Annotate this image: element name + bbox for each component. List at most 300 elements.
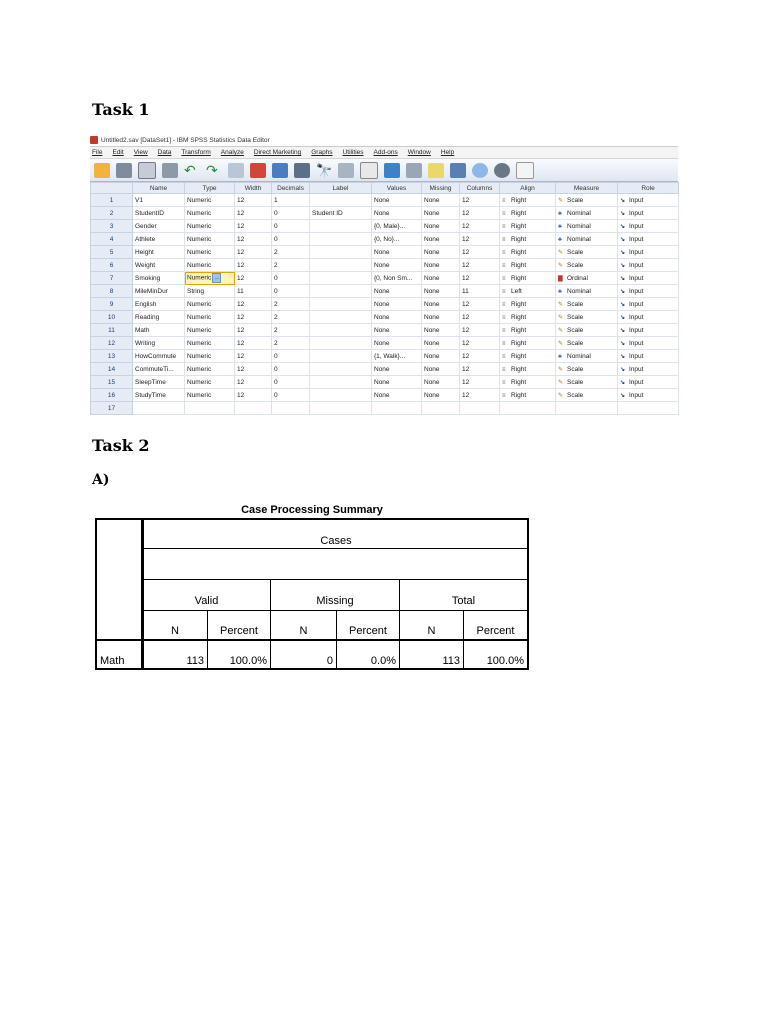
variable-row[interactable] xyxy=(91,389,679,402)
variable-values-cell[interactable] xyxy=(372,285,422,298)
variable-type-cell[interactable] xyxy=(185,298,235,311)
variable-columns-cell[interactable] xyxy=(460,298,500,311)
variable-name-cell[interactable] xyxy=(133,389,185,402)
variable-align-cell[interactable] xyxy=(500,389,556,402)
variable-width-cell[interactable] xyxy=(235,298,272,311)
variable-row[interactable] xyxy=(91,259,679,272)
variable-label-cell[interactable] xyxy=(310,324,372,337)
variable-label-cell[interactable] xyxy=(310,246,372,259)
variable-label-cell[interactable] xyxy=(310,389,372,402)
variable-align-cell[interactable] xyxy=(500,233,556,246)
variable-row[interactable] xyxy=(91,194,679,207)
variable-measure-cell[interactable] xyxy=(556,376,618,389)
variable-label-cell[interactable] xyxy=(310,402,372,415)
variable-columns-cell[interactable] xyxy=(460,194,500,207)
variable-label-cell[interactable] xyxy=(310,233,372,246)
variable-role-text: Input xyxy=(629,326,644,334)
variable-align-cell[interactable] xyxy=(500,298,556,311)
variable-decimals-cell[interactable] xyxy=(272,272,310,285)
variable-role-cell[interactable] xyxy=(618,272,679,285)
variable-row[interactable] xyxy=(91,207,679,220)
row-number[interactable]: 3 xyxy=(91,220,133,233)
variable-role-cell[interactable] xyxy=(618,389,679,402)
variable-row[interactable] xyxy=(91,337,679,350)
menu-item-add-ons[interactable]: Add-ons xyxy=(373,149,398,156)
variable-missing-cell[interactable] xyxy=(422,350,460,363)
variable-decimals-cell[interactable] xyxy=(272,207,310,220)
variable-row[interactable] xyxy=(91,246,679,259)
open-file-icon[interactable] xyxy=(94,163,110,178)
variable-align-cell[interactable] xyxy=(500,220,556,233)
column-header-width[interactable]: Width xyxy=(235,183,272,194)
variable-type-text: Numeric xyxy=(187,196,212,204)
insert-cases-icon[interactable] xyxy=(338,163,354,178)
variable-type-cell[interactable] xyxy=(185,220,235,233)
variable-label-cell[interactable] xyxy=(310,311,372,324)
variable-values-cell[interactable] xyxy=(372,233,422,246)
variable-missing-text: None xyxy=(424,352,440,360)
variable-measure-cell[interactable] xyxy=(556,220,618,233)
variable-type-cell[interactable] xyxy=(185,324,235,337)
variable-width-cell[interactable] xyxy=(235,363,272,376)
variable-columns-cell[interactable] xyxy=(460,259,500,272)
variable-values-cell[interactable] xyxy=(372,259,422,272)
variable-type-cell[interactable] xyxy=(185,246,235,259)
variable-values-cell[interactable] xyxy=(372,402,422,415)
variable-measure-cell[interactable] xyxy=(556,311,618,324)
row-number[interactable]: 11 xyxy=(91,324,133,337)
variable-label-text: Student ID xyxy=(312,209,343,217)
variable-decimals-cell[interactable] xyxy=(272,220,310,233)
variable-label-cell[interactable] xyxy=(310,207,372,220)
variable-role-cell[interactable] xyxy=(618,246,679,259)
variable-width-cell[interactable] xyxy=(235,207,272,220)
variable-name-cell[interactable] xyxy=(133,272,185,285)
variable-align-cell[interactable] xyxy=(500,259,556,272)
variable-name-cell[interactable] xyxy=(133,350,185,363)
case-summary-table xyxy=(95,518,529,670)
variable-decimals-text: 2 xyxy=(274,339,278,347)
row-number[interactable]: 8 xyxy=(91,285,133,298)
row-number[interactable]: 13 xyxy=(91,350,133,363)
variable-width-cell[interactable] xyxy=(235,194,272,207)
column-header-values[interactable]: Values xyxy=(372,183,422,194)
menu-item-data[interactable]: Data xyxy=(157,149,172,156)
variable-name-cell[interactable] xyxy=(133,246,185,259)
dialog-recall-icon[interactable] xyxy=(162,163,178,178)
variable-align-cell[interactable] xyxy=(500,194,556,207)
variable-missing-cell[interactable] xyxy=(422,324,460,337)
variable-columns-cell[interactable] xyxy=(460,207,500,220)
variable-values-cell[interactable] xyxy=(372,220,422,233)
variable-width-cell[interactable] xyxy=(235,389,272,402)
variable-missing-cell[interactable] xyxy=(422,272,460,285)
table-border xyxy=(95,518,529,520)
variable-measure-text: Scale xyxy=(567,391,584,399)
variable-values-cell[interactable] xyxy=(372,363,422,376)
insert-variable-icon[interactable] xyxy=(360,162,378,179)
variable-type-cell[interactable] xyxy=(185,311,235,324)
menu-item-edit[interactable]: Edit xyxy=(112,149,124,156)
variable-label-cell[interactable] xyxy=(310,363,372,376)
variable-role-cell[interactable] xyxy=(618,194,679,207)
variable-decimals-cell[interactable] xyxy=(272,389,310,402)
variable-name-cell[interactable] xyxy=(133,207,185,220)
variable-values-cell[interactable] xyxy=(372,207,422,220)
variable-row[interactable] xyxy=(91,298,679,311)
column-header-decimals[interactable]: Decimals xyxy=(272,183,310,194)
variable-measure-cell[interactable] xyxy=(556,389,618,402)
variable-columns-cell[interactable] xyxy=(460,337,500,350)
variable-measure-cell[interactable] xyxy=(556,402,618,415)
variable-name-cell[interactable] xyxy=(133,220,185,233)
menu-item-utilities[interactable]: Utilities xyxy=(342,149,364,156)
variable-columns-text: 12 xyxy=(462,209,470,217)
variable-width-cell[interactable] xyxy=(235,285,272,298)
variable-view-grid xyxy=(90,182,679,415)
variable-type-cell[interactable] xyxy=(185,285,235,298)
variable-align-cell[interactable] xyxy=(500,324,556,337)
column-header-type[interactable]: Type xyxy=(185,183,235,194)
goto-variable-icon[interactable] xyxy=(250,163,266,178)
row-number[interactable]: 6 xyxy=(91,259,133,272)
variable-values-cell[interactable] xyxy=(372,350,422,363)
variable-role-cell[interactable] xyxy=(618,350,679,363)
variable-columns-cell[interactable] xyxy=(460,402,500,415)
variable-type-cell[interactable] xyxy=(185,350,235,363)
variable-type-cell[interactable] xyxy=(185,402,235,415)
variable-measure-cell[interactable] xyxy=(556,194,618,207)
variable-missing-cell[interactable] xyxy=(422,220,460,233)
row-number[interactable]: 1 xyxy=(91,194,133,207)
variable-name-text: Athlete xyxy=(135,235,156,243)
variable-label-cell[interactable] xyxy=(310,272,372,285)
variable-decimals-cell[interactable] xyxy=(272,246,310,259)
show-all-variables-icon[interactable] xyxy=(494,163,510,178)
variable-width-cell[interactable] xyxy=(235,324,272,337)
variable-values-cell[interactable] xyxy=(372,298,422,311)
variable-name-cell[interactable] xyxy=(133,363,185,376)
variable-width-cell[interactable] xyxy=(235,376,272,389)
variable-missing-cell[interactable] xyxy=(422,246,460,259)
print-icon[interactable] xyxy=(138,162,156,179)
variable-width-cell[interactable] xyxy=(235,246,272,259)
variable-role-cell[interactable] xyxy=(618,402,679,415)
total-percent-value: 100.0% xyxy=(486,655,524,667)
variable-width-text: 12 xyxy=(237,326,245,334)
variable-decimals-cell[interactable] xyxy=(272,324,310,337)
variable-columns-cell[interactable] xyxy=(460,285,500,298)
goto-case-icon[interactable] xyxy=(228,163,244,178)
input-role-icon: ↘ xyxy=(620,366,626,373)
menu-item-graphs[interactable]: Graphs xyxy=(311,149,333,156)
variable-name-cell[interactable] xyxy=(133,285,185,298)
variable-width-cell[interactable] xyxy=(235,272,272,285)
row-number[interactable]: 7 xyxy=(91,272,133,285)
align-right-icon: ≡ xyxy=(502,353,506,360)
variable-missing-text: None xyxy=(424,287,440,295)
variable-decimals-cell[interactable] xyxy=(272,350,310,363)
variable-label-cell[interactable] xyxy=(310,285,372,298)
variable-measure-cell[interactable] xyxy=(556,207,618,220)
variable-measure-cell[interactable] xyxy=(556,272,618,285)
variable-role-cell[interactable] xyxy=(618,324,679,337)
variable-row[interactable] xyxy=(91,363,679,376)
variable-role-cell[interactable] xyxy=(618,298,679,311)
save-icon[interactable] xyxy=(116,163,132,178)
variable-values-cell[interactable] xyxy=(372,246,422,259)
variable-width-cell[interactable] xyxy=(235,311,272,324)
variable-label-cell[interactable] xyxy=(310,194,372,207)
variable-row[interactable] xyxy=(91,324,679,337)
menu-item-analyze[interactable]: Analyze xyxy=(220,149,244,156)
variable-decimals-cell[interactable] xyxy=(272,363,310,376)
variable-align-cell[interactable] xyxy=(500,246,556,259)
variable-row[interactable] xyxy=(91,233,679,246)
variable-measure-cell[interactable] xyxy=(556,324,618,337)
variable-missing-cell[interactable] xyxy=(422,233,460,246)
row-number[interactable]: 5 xyxy=(91,246,133,259)
variable-measure-cell[interactable] xyxy=(556,285,618,298)
value-labels-icon[interactable] xyxy=(450,163,466,178)
input-role-icon: ↘ xyxy=(620,210,626,217)
variable-name-cell[interactable] xyxy=(133,376,185,389)
column-header-missing[interactable]: Missing xyxy=(422,183,460,194)
variable-decimals-cell[interactable] xyxy=(272,233,310,246)
variable-missing-cell[interactable] xyxy=(422,285,460,298)
variable-measure-cell[interactable] xyxy=(556,350,618,363)
variable-name-cell[interactable] xyxy=(133,324,185,337)
variable-role-cell[interactable] xyxy=(618,311,679,324)
variable-values-cell[interactable] xyxy=(372,376,422,389)
variable-values-cell[interactable] xyxy=(372,337,422,350)
variable-label-cell[interactable] xyxy=(310,337,372,350)
row-number[interactable]: 10 xyxy=(91,311,133,324)
variable-label-cell[interactable] xyxy=(310,350,372,363)
variable-columns-cell[interactable] xyxy=(460,220,500,233)
variable-name-cell[interactable] xyxy=(133,233,185,246)
variable-row[interactable] xyxy=(91,220,679,233)
variable-role-cell[interactable] xyxy=(618,363,679,376)
column-header-role[interactable]: Role xyxy=(618,183,679,194)
variable-align-cell[interactable] xyxy=(500,207,556,220)
variable-align-cell[interactable] xyxy=(500,311,556,324)
menu-item-direct-marketing[interactable]: Direct Marketing xyxy=(253,149,302,156)
variable-missing-cell[interactable] xyxy=(422,207,460,220)
variable-name-cell[interactable] xyxy=(133,337,185,350)
variable-name-cell[interactable] xyxy=(133,402,185,415)
variable-decimals-cell[interactable] xyxy=(272,285,310,298)
row-number[interactable]: 15 xyxy=(91,376,133,389)
variable-measure-cell[interactable] xyxy=(556,259,618,272)
variable-align-cell[interactable] xyxy=(500,363,556,376)
variable-type-cell[interactable] xyxy=(185,272,235,285)
variable-columns-cell[interactable] xyxy=(460,324,500,337)
variable-columns-cell[interactable] xyxy=(460,311,500,324)
variable-columns-cell[interactable] xyxy=(460,272,500,285)
variable-name-cell[interactable] xyxy=(133,298,185,311)
variable-decimals-cell[interactable] xyxy=(272,337,310,350)
variable-label-cell[interactable] xyxy=(310,298,372,311)
row-number[interactable]: 14 xyxy=(91,363,133,376)
column-header-measure[interactable]: Measure xyxy=(556,183,618,194)
variable-role-text: Input xyxy=(629,261,644,269)
variable-row[interactable] xyxy=(91,311,679,324)
variable-decimals-cell[interactable] xyxy=(272,259,310,272)
variable-type-cell[interactable] xyxy=(185,389,235,402)
variable-missing-cell[interactable] xyxy=(422,402,460,415)
variable-width-cell[interactable] xyxy=(235,337,272,350)
variable-decimals-cell[interactable] xyxy=(272,376,310,389)
variable-type-text: Numeric xyxy=(187,339,212,347)
variable-type-text: Numeric xyxy=(187,352,212,360)
variable-decimals-cell[interactable] xyxy=(272,194,310,207)
variable-align-cell[interactable] xyxy=(500,285,556,298)
table-border xyxy=(95,518,97,670)
variable-role-cell[interactable] xyxy=(618,220,679,233)
menu-item-file[interactable]: File xyxy=(92,149,103,156)
column-header-columns[interactable]: Columns xyxy=(460,183,500,194)
variable-columns-cell[interactable] xyxy=(460,376,500,389)
type-ellipsis-button[interactable]: ... xyxy=(212,273,221,283)
variable-width-cell[interactable] xyxy=(235,259,272,272)
menu-item-transform[interactable]: Transform xyxy=(181,149,211,156)
align-right-icon: ≡ xyxy=(502,314,506,321)
variable-width-cell[interactable] xyxy=(235,220,272,233)
variable-type-cell[interactable] xyxy=(185,337,235,350)
variable-name-cell[interactable] xyxy=(133,259,185,272)
variable-label-cell[interactable] xyxy=(310,220,372,233)
variable-role-cell[interactable] xyxy=(618,207,679,220)
column-header-label[interactable]: Label xyxy=(310,183,372,194)
variable-type-cell[interactable] xyxy=(185,194,235,207)
row-number[interactable]: 2 xyxy=(91,207,133,220)
variable-missing-cell[interactable] xyxy=(422,389,460,402)
variable-label-cell[interactable] xyxy=(310,259,372,272)
variable-columns-cell[interactable] xyxy=(460,233,500,246)
variable-values-cell[interactable] xyxy=(372,311,422,324)
column-header-name[interactable]: Name xyxy=(133,183,185,194)
variable-align-cell[interactable] xyxy=(500,337,556,350)
variable-name-text: Weight xyxy=(135,261,156,269)
variable-missing-cell[interactable] xyxy=(422,376,460,389)
run-descriptives-icon[interactable] xyxy=(294,163,310,178)
variable-label-cell[interactable] xyxy=(310,376,372,389)
variable-role-cell[interactable] xyxy=(618,259,679,272)
variable-type-cell[interactable] xyxy=(185,363,235,376)
variable-role-cell[interactable] xyxy=(618,285,679,298)
variable-type-cell[interactable] xyxy=(185,259,235,272)
split-file-icon[interactable] xyxy=(384,163,400,178)
input-role-icon: ↘ xyxy=(620,288,626,295)
variable-row[interactable] xyxy=(91,285,679,298)
variable-missing-cell[interactable] xyxy=(422,298,460,311)
variable-values-cell[interactable] xyxy=(372,389,422,402)
variable-role-cell[interactable] xyxy=(618,233,679,246)
variable-measure-cell[interactable] xyxy=(556,298,618,311)
variable-align-cell[interactable] xyxy=(500,376,556,389)
row-number[interactable]: 9 xyxy=(91,298,133,311)
variable-missing-cell[interactable] xyxy=(422,194,460,207)
menu-item-window[interactable]: Window xyxy=(407,149,431,156)
variable-name-cell[interactable] xyxy=(133,194,185,207)
spell-check-icon[interactable] xyxy=(516,162,534,179)
variable-align-cell[interactable] xyxy=(500,272,556,285)
variable-width-cell[interactable] xyxy=(235,350,272,363)
variable-columns-cell[interactable] xyxy=(460,350,500,363)
variable-align-cell[interactable] xyxy=(500,350,556,363)
variable-missing-cell[interactable] xyxy=(422,311,460,324)
cases-header: Cases xyxy=(320,535,352,547)
menu-item-help[interactable]: Help xyxy=(440,149,455,156)
variable-row[interactable] xyxy=(91,402,679,415)
variable-type-text: Numeric xyxy=(187,378,212,386)
variable-measure-cell[interactable] xyxy=(556,363,618,376)
variable-values-cell[interactable] xyxy=(372,194,422,207)
variable-missing-text: None xyxy=(424,378,440,386)
spss-titlebar xyxy=(90,134,678,146)
variable-role-cell[interactable] xyxy=(618,376,679,389)
input-role-icon: ↘ xyxy=(620,379,626,386)
variable-role-cell[interactable] xyxy=(618,337,679,350)
weight-cases-icon[interactable] xyxy=(406,163,422,178)
variable-columns-cell[interactable] xyxy=(460,363,500,376)
row-number[interactable]: 4 xyxy=(91,233,133,246)
variable-columns-cell[interactable] xyxy=(460,246,500,259)
redo-icon[interactable]: ↷ xyxy=(206,161,218,178)
variable-role-text: Input xyxy=(629,248,644,256)
variable-columns-cell[interactable] xyxy=(460,389,500,402)
variable-type-cell[interactable] xyxy=(185,376,235,389)
variable-decimals-text: 0 xyxy=(274,274,278,282)
nominal-icon: ♣ xyxy=(558,210,562,217)
variable-decimals-cell[interactable] xyxy=(272,298,310,311)
variable-row[interactable] xyxy=(91,350,679,363)
variable-missing-cell[interactable] xyxy=(422,363,460,376)
variable-width-cell[interactable] xyxy=(235,233,272,246)
row-number[interactable]: 12 xyxy=(91,337,133,350)
variables-icon[interactable] xyxy=(272,163,288,178)
variable-role-text: Input xyxy=(629,196,644,204)
variable-values-cell[interactable] xyxy=(372,324,422,337)
row-number[interactable]: 17 xyxy=(91,402,133,415)
variable-name-cell[interactable] xyxy=(133,311,185,324)
find-icon[interactable]: 🔭 xyxy=(316,162,333,178)
variable-type-cell[interactable] xyxy=(185,207,235,220)
variable-missing-cell[interactable] xyxy=(422,259,460,272)
variable-name-text: HowCommute xyxy=(135,352,177,360)
column-header-align[interactable]: Align xyxy=(500,183,556,194)
variable-decimals-cell[interactable] xyxy=(272,402,310,415)
variable-row[interactable] xyxy=(91,376,679,389)
variable-values-text: {0, Non Sm... xyxy=(374,274,413,282)
variable-measure-cell[interactable] xyxy=(556,246,618,259)
variable-decimals-cell[interactable] xyxy=(272,311,310,324)
variable-missing-cell[interactable] xyxy=(422,337,460,350)
variable-width-cell[interactable] xyxy=(235,402,272,415)
variable-measure-cell[interactable] xyxy=(556,337,618,350)
variable-type-cell[interactable] xyxy=(185,233,235,246)
variable-values-cell[interactable] xyxy=(372,272,422,285)
variable-measure-cell[interactable] xyxy=(556,233,618,246)
menu-item-view[interactable]: View xyxy=(133,149,148,156)
undo-icon[interactable]: ↶ xyxy=(184,161,196,178)
select-cases-icon[interactable] xyxy=(428,163,444,178)
row-number[interactable]: 16 xyxy=(91,389,133,402)
variable-row[interactable] xyxy=(91,272,679,285)
variable-align-cell[interactable] xyxy=(500,402,556,415)
use-sets-icon[interactable] xyxy=(472,163,488,178)
